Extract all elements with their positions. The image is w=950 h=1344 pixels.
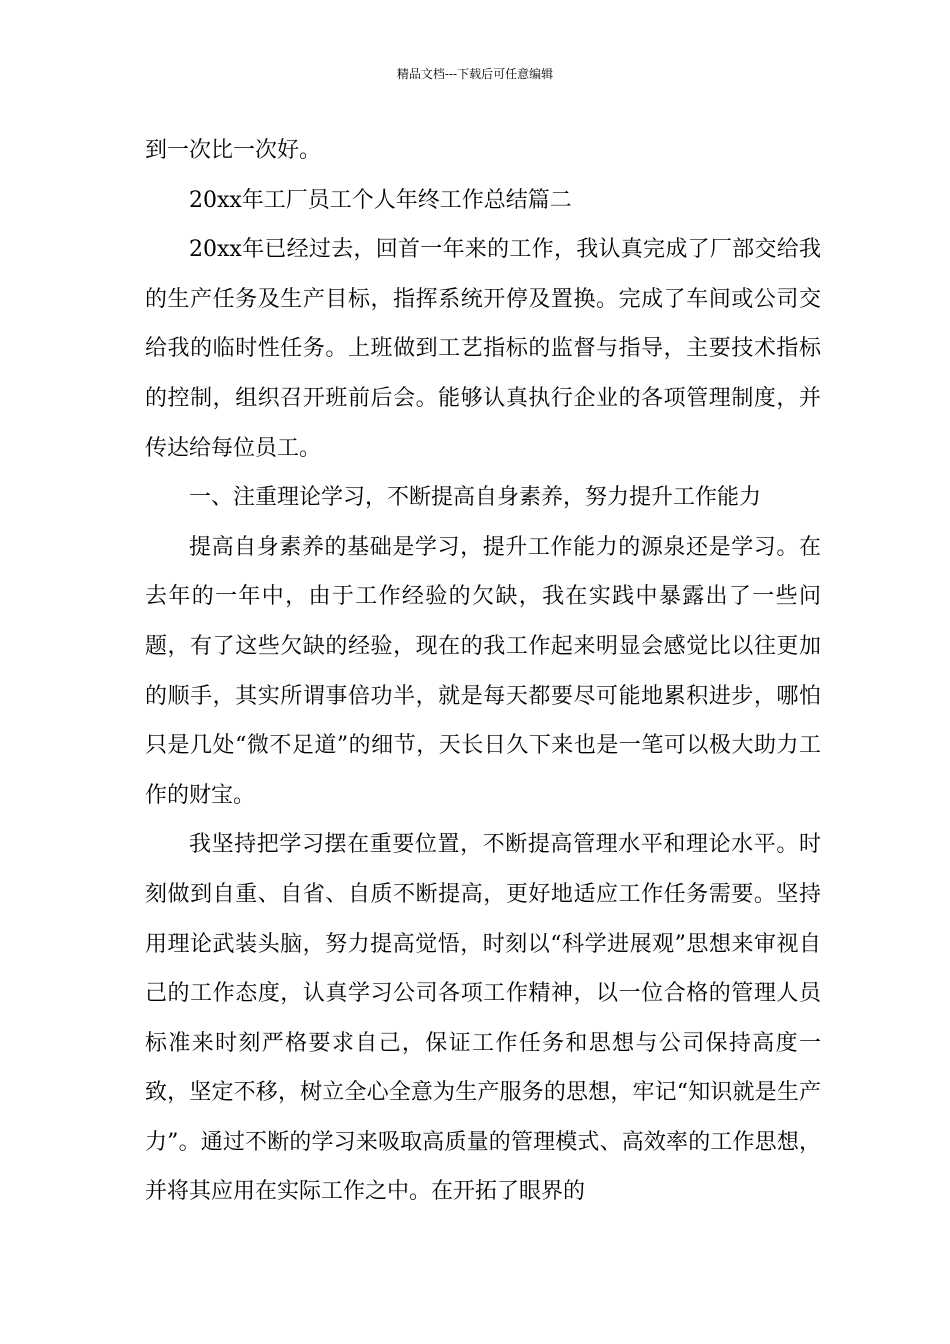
- document-body: [145, 126, 821, 1217]
- paragraph-continuation: 到一次比一次好。: [145, 138, 322, 163]
- page-header: 精品文档---下载后可任意编辑: [396, 67, 554, 81]
- section-title: 20xx年工厂员工个人年终工作总结篇二: [189, 187, 572, 213]
- paragraph-learning: 提高自身素养的基础是学习，提升工作能力的源泉还是学习。在去年的一年中，由于工作经验的欠缺，我在实践中暴露出了一些问题，有了这些欠缺的经验，现在的我工作起来明显会感觉比以往更加的顺手，其实所谓事倍功半，就是每天都要尽可能地累积进步，哪怕只是几处“微不足道”的细节，天长日久下来也是一笔可以极大助力工作的财宝。: [145, 534, 821, 808]
- paragraph-study: 我坚持把学习摆在重要位置，不断提高管理水平和理论水平。时刻做到自重、自省、自质不断提高，更好地适应工作任务需要。坚持用理论武装头脑，努力提高觉悟，时刻以“科学进展观”思想来审视自己的工作态度，认真学习公司各项工作精神，以一位合格的管理人员标准来时刻严格要求自己，保证工作任务和思想与公司保持高度一致，坚定不移，树立全心全意为生产服务的思想，牢记“知识就是生产力”。通过不断的学习来吸取高质量的管理模式、高效率的工作思想，并将其应用在实际工作之中。在开拓了眼界的: [145, 832, 821, 1205]
- paragraph-intro: 20xx年已经过去，回首一年来的工作，我认真完成了厂部交给我的生产任务及生产目标，指挥系统开停及置换。完成了车间或公司交给我的临时性任务。上班做到工艺指标的监督与指导，主要技术指标的控制，组织召开班前后会。能够认真执行企业的各项管理制度，并传达给每位员工。: [145, 237, 821, 461]
- section-heading-1: 一、注重理论学习，不断提高自身素养，努力提升工作能力: [189, 485, 762, 511]
